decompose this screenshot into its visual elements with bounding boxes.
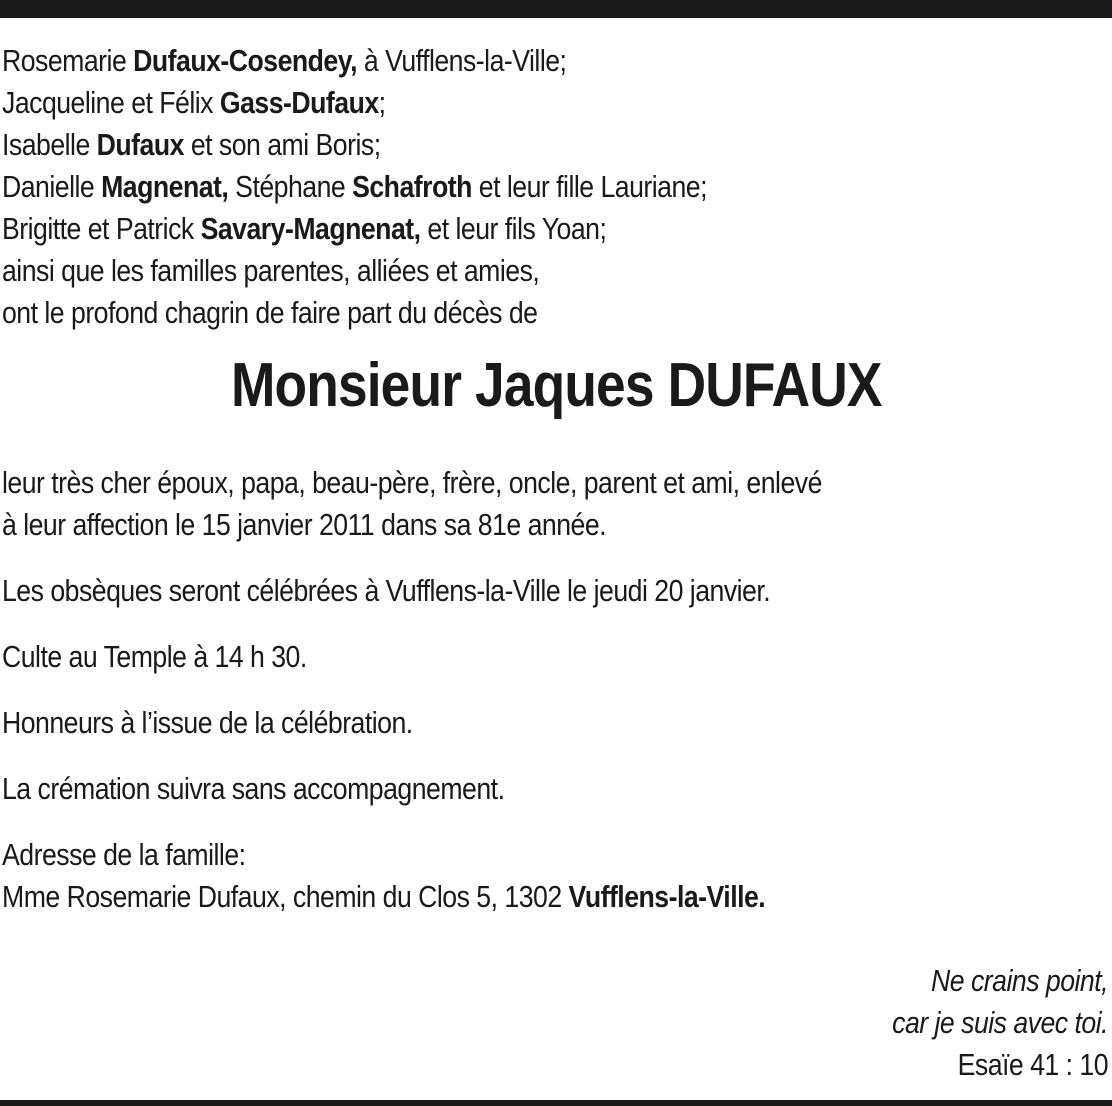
quote-reference: Esaïe 41 : 10 [957,1047,1108,1082]
quote-line: Ne crains point, [931,963,1108,998]
bible-quote [892,960,1108,1086]
notice-body [2,462,1103,918]
family-line: Jacqueline et Félix Gass-Dufaux; [2,85,386,120]
quote-line: car je suis avec toi. [892,1005,1108,1040]
address-town: Vufflens-la-Ville. [568,879,766,914]
family-surname: Dufaux-Cosendey, [133,43,357,78]
family-line: Brigitte et Patrick Savary-Magnenat, et leur fils Yoan; [2,211,607,246]
honours-info: Honneurs à l’issue de la célébration. [2,705,413,740]
top-rule [0,0,1112,18]
family-line: Rosemarie Dufaux-Cosendey, à Vufflens-la-Ville; [2,43,567,78]
cremation-info: La crémation suivra sans accompagnement. [2,771,505,806]
address-label: Adresse de la famille: [2,837,246,872]
announcement-line: ont le profond chagrin de faire part du décès de [2,295,538,330]
family-surname: Dufaux [96,127,184,162]
funeral-info: Les obsèques seront célébrées à Vufflens-la-Ville le jeudi 20 janvier. [2,573,771,608]
death-date-line: à leur affection le 15 janvier 2011 dans sa 81e année. [2,507,607,542]
bottom-rule [0,1100,1112,1106]
family-list [2,40,948,334]
family-surname: Gass-Dufaux [219,85,379,120]
family-line: ainsi que les familles parentes, alliées et amies, [2,253,540,288]
service-time: Culte au Temple à 14 h 30. [2,639,307,674]
family-surname: Schafroth [352,169,472,204]
family-line: Isabelle Dufaux et son ami Boris; [2,127,381,162]
family-line: Danielle Magnenat, Stéphane Schafroth et leur fille Lauriane; [2,169,707,204]
family-surname: Savary-Magnenat, [200,211,421,246]
family-surname: Magnenat, [101,169,229,204]
deceased-name: Monsieur Jaques DUFAUX [230,351,882,420]
family-address: Mme Rosemarie Dufaux, chemin du Clos 5, 1302 Vufflens-la-Ville. [2,879,766,914]
tribute-line: leur très cher époux, papa, beau-père, frère, oncle, parent et ami, enlevé [2,465,822,500]
